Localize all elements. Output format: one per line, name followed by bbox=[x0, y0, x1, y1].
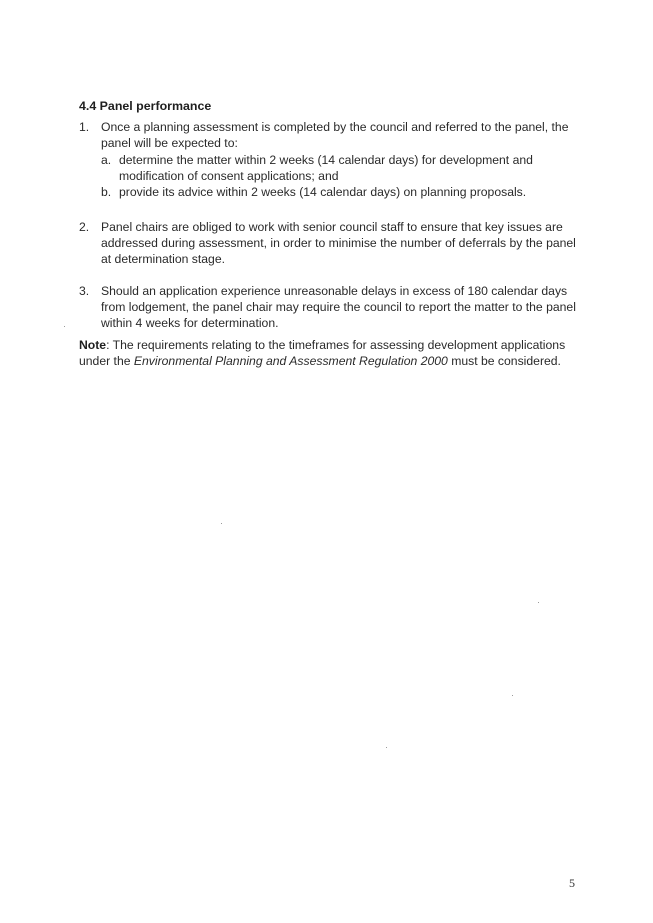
scan-speck bbox=[512, 695, 513, 696]
list-item-2 bbox=[79, 219, 579, 267]
list-marker: 3. bbox=[79, 284, 90, 298]
list-item-3 bbox=[79, 283, 579, 331]
list-item-1 bbox=[79, 119, 579, 200]
sub-list bbox=[101, 152, 579, 200]
regulation-title: Environmental Planning and Assessment Regulation 2000 bbox=[133, 354, 448, 368]
sub-marker: a. bbox=[101, 153, 112, 167]
note-paragraph bbox=[79, 337, 579, 369]
scan-speck bbox=[64, 326, 65, 327]
section-heading: 4.4 Panel performance bbox=[79, 99, 212, 113]
note-text-before: : The requirements relating to the timeframes for assessing development applications under the bbox=[79, 338, 566, 368]
list-item-text: Panel chairs are obliged to work with senior council staff to ensure that key issues are addressed during assessment, in order to minimise the number of deferrals by the panel at determination stage. bbox=[101, 220, 576, 266]
sub-item-text: determine the matter within 2 weeks (14 calendar days) for development and modification of consent applications; and bbox=[119, 153, 533, 183]
list-item-text: Should an application experience unreasonable delays in excess of 180 calendar days from lodgement, the panel chair may require the council to report the matter to the panel within 4 weeks for determination. bbox=[101, 284, 576, 330]
page-content bbox=[79, 98, 579, 369]
scan-speck bbox=[538, 602, 539, 603]
sub-item-text: provide its advice within 2 weeks (14 calendar days) on planning proposals. bbox=[119, 185, 527, 199]
sub-marker: b. bbox=[101, 185, 112, 199]
note-text-after: must be considered. bbox=[447, 354, 561, 368]
list-marker: 2. bbox=[79, 220, 90, 234]
page-number: 5 bbox=[569, 876, 575, 890]
sub-item-a bbox=[101, 152, 579, 184]
scan-speck bbox=[386, 747, 387, 748]
sub-item-b bbox=[101, 184, 579, 200]
note-label: Note bbox=[79, 338, 107, 352]
list-item-text: Once a planning assessment is completed by the council and referred to the panel, the panel will be expected to: bbox=[101, 120, 569, 150]
scan-speck bbox=[221, 523, 222, 524]
list-marker: 1. bbox=[79, 120, 90, 134]
